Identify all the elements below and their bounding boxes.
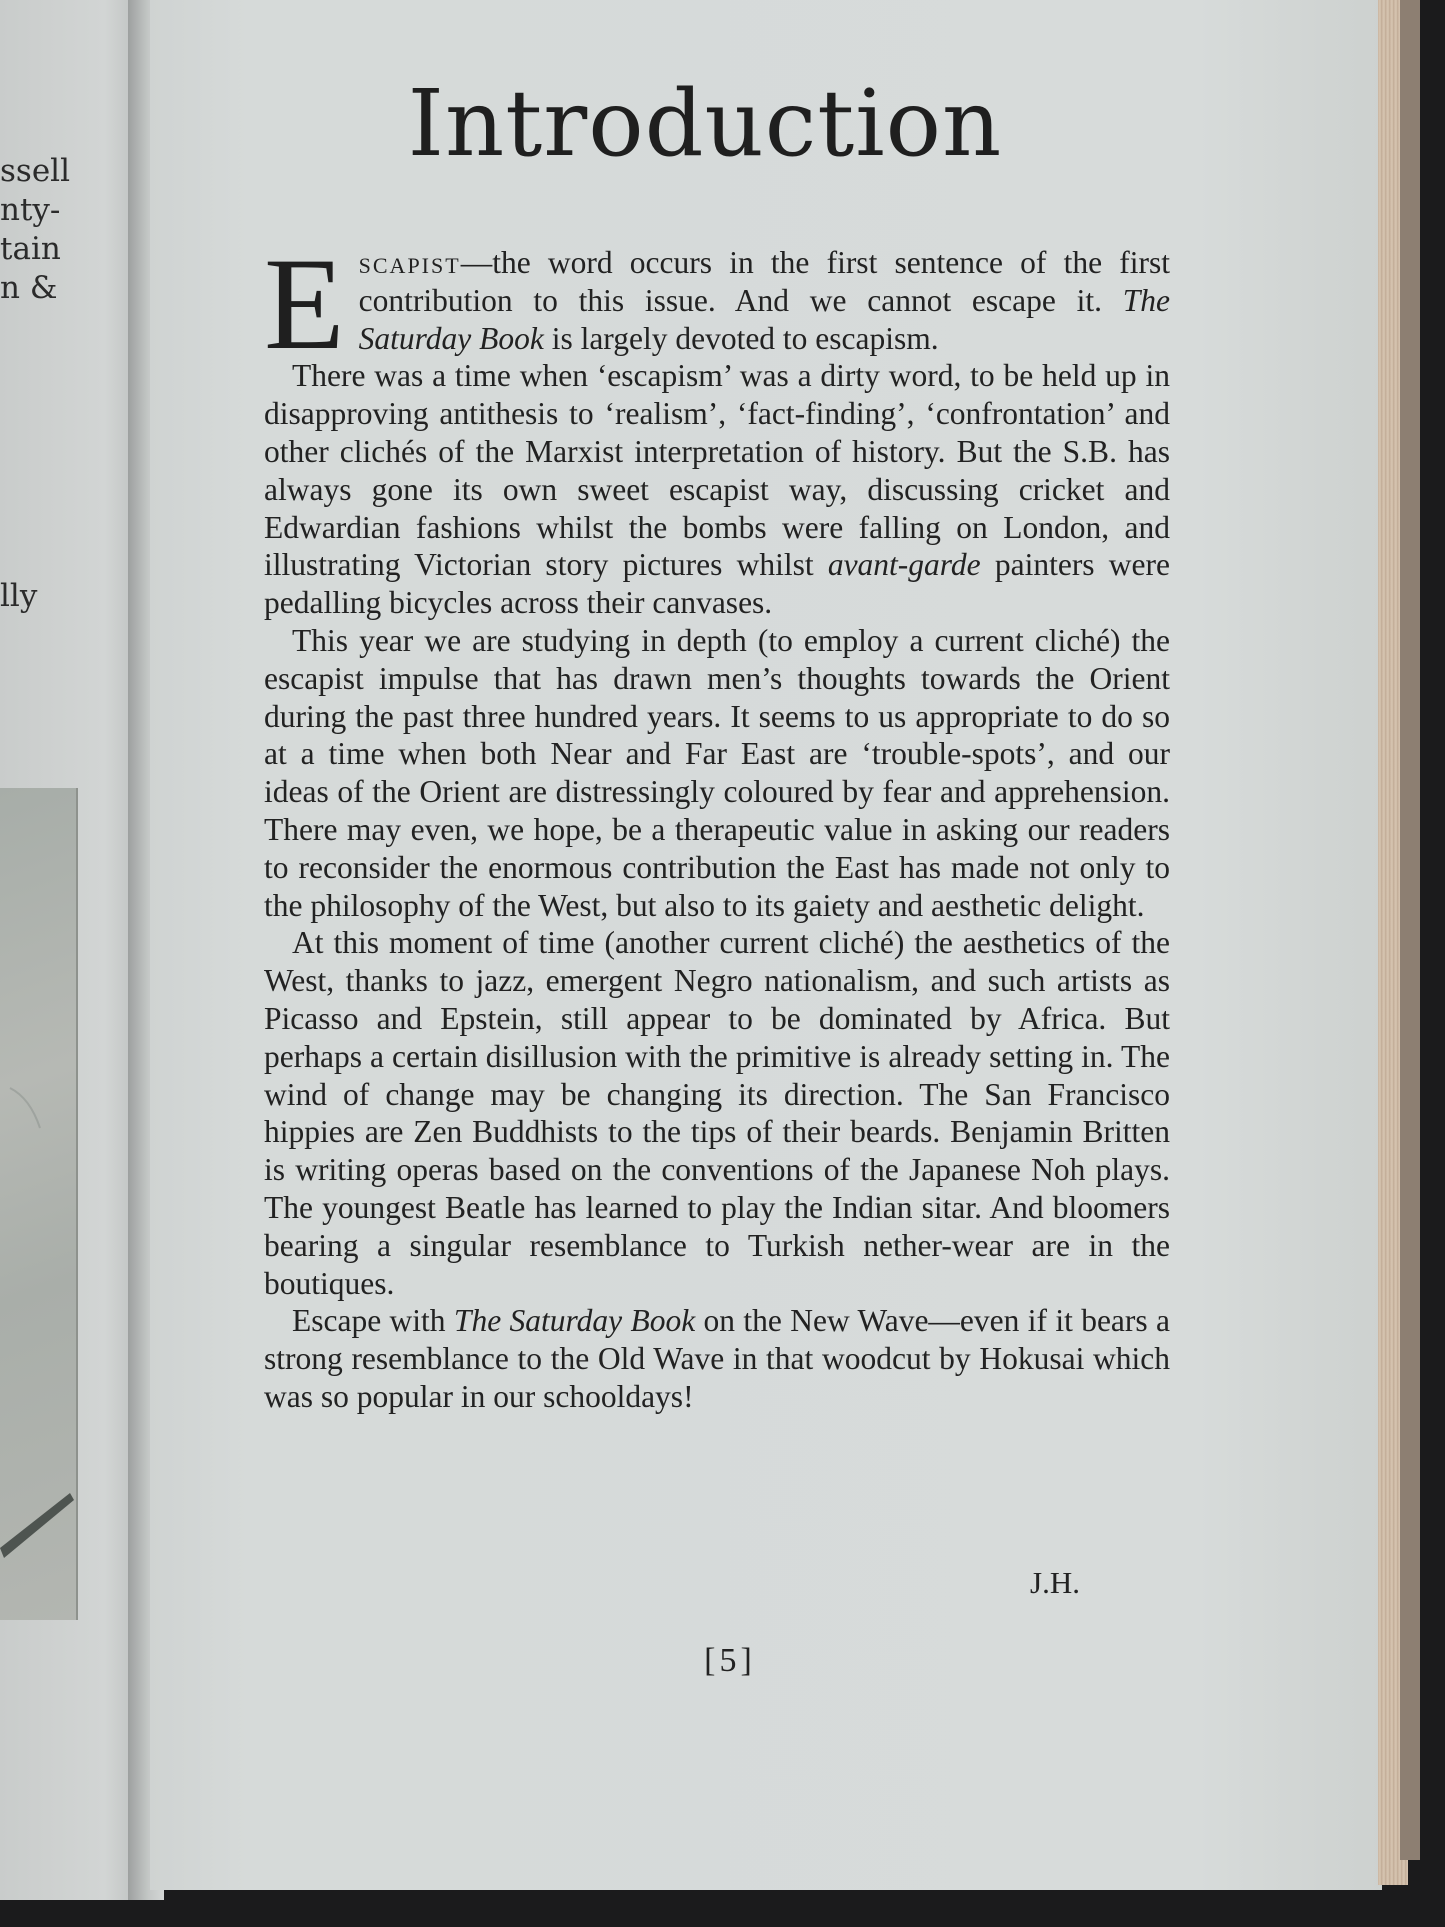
left-page-illustration xyxy=(0,788,78,1620)
author-signature: J.H. xyxy=(1030,1565,1080,1600)
left-fragment: n & xyxy=(0,270,58,306)
small-caps-lead: scapist xyxy=(358,245,461,280)
left-page-text-fragments xyxy=(0,152,70,308)
paragraph-3: This year we are studying in depth (to employ a current cliché) the escapist impulse that has drawn men’s thoughts towards the Orient during the past three hundred years. It seems to us appropriate to do so at a time when both Near and Far East are ‘trouble-spots’, and our ideas of the Orient are distressingly coloured by fear and apprehension. There may even, we hope, be a therapeutic value in asking our readers to reconsider the enormous contribution the East has made not only to the philosophy of the West, but also to its gaiety and aesthetic delight. xyxy=(264,622,1170,923)
paragraph-text: is largely devoted to escapism. xyxy=(543,320,939,356)
book-title-italic: The Saturday Book xyxy=(453,1303,696,1339)
page-title: Introduction xyxy=(407,70,1003,177)
illustration-brush-stroke-icon xyxy=(0,788,78,1620)
book-title-italic: The Saturday Book xyxy=(358,282,1170,356)
left-fragment: ssell xyxy=(0,153,70,189)
left-fragment: tain xyxy=(0,231,61,267)
paragraph-text: Escape with xyxy=(292,1303,454,1339)
drop-cap: E xyxy=(264,230,345,377)
italic-term: avant-garde xyxy=(827,547,981,583)
paragraph-text: on the New Wave—even if it bears a strong resemblance to the Old Wave in that woodcut by Hokusai which was so popular in our schooldays! xyxy=(264,1303,1171,1414)
introduction-body xyxy=(264,230,1171,1416)
paragraph-1 xyxy=(264,230,1170,377)
paragraph-text: —the word occurs in the first sentence of the first contribution to this issue. And we cannot escape it. xyxy=(358,245,1170,318)
left-fragment: lly xyxy=(0,578,38,614)
left-fragment: nty- xyxy=(0,192,61,228)
paragraph-2 xyxy=(264,357,1170,622)
page-number: [5] xyxy=(704,1642,756,1679)
right-page xyxy=(150,0,1382,1890)
paragraph-5 xyxy=(264,1302,1170,1415)
paragraph-4: At this moment of time (another current cliché) the aesthetics of the West, thanks to jazz, emergent Negro nationalism, and such artists as Picasso and Epstein, still appear to be dominated by Africa. But perhaps a certain disillusion with the primitive is already setting in. The wind of change may be changing its direction. The San Francisco hippies are Zen Buddhists to the tips of their beards. Benjamin Britten is writing operas based on the conventions of the Japanese Noh plays. The youngest Beatle has learned to play the Indian sitar. And bloomers bearing a singular resemblance to Turkish nether-wear are in the boutiques. xyxy=(264,925,1170,1301)
book-cover-edge xyxy=(1400,0,1420,1860)
paragraph-text: There was a time when ‘escapism’ was a dirty word, to be held up in disapproving antithesis to ‘realism’, ‘fact-finding’, ‘confrontation’ and other clichés of the Marxist interpretation of history. But the S.B. has always gone its own sweet escapist way, discussing cricket and Edwardian fashions whilst the bombs were falling on London, and illustrating Victorian story pictures whilst xyxy=(264,358,1170,583)
paragraph-text: painters were pedalling bicycles across their canvases. xyxy=(264,547,1170,621)
